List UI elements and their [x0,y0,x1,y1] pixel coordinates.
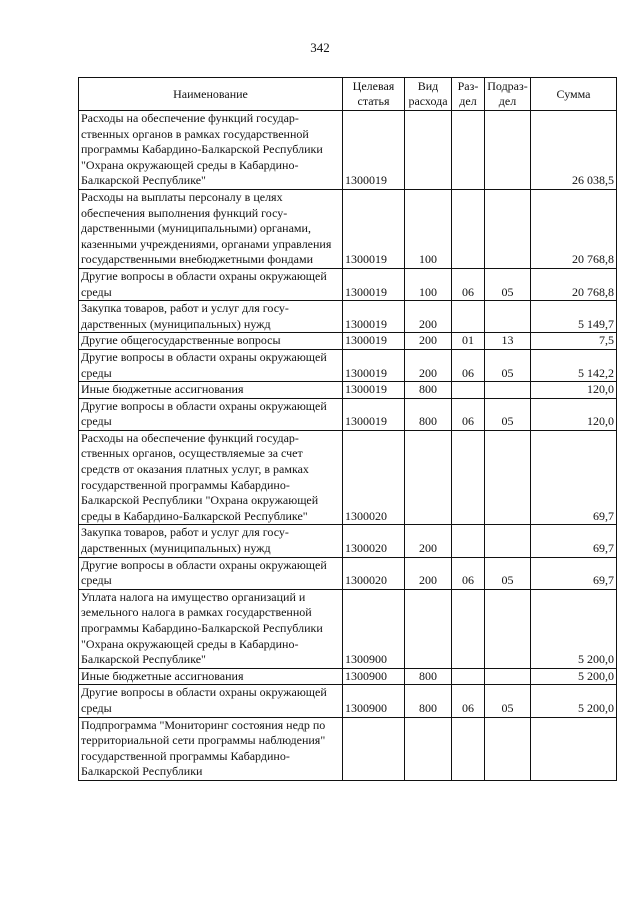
cell-name: Иные бюджетные ассигнования [79,382,343,399]
cell-subsection: 13 [485,333,531,350]
cell-target: 1300019 [343,333,405,350]
table-row [79,430,617,525]
cell-subsection [485,589,531,668]
page-number: 342 [310,40,330,55]
cell-name: Подпрограмма "Мониторинг состояния недр по территориальной сети программы наблюдения" государственной программы Кабардино-Балкарской Республики [79,717,343,780]
header-subsection: Подраз- дел [485,78,531,111]
table-row [79,525,617,557]
header-kind: Вид расхода [405,78,452,111]
cell-subsection [485,111,531,190]
cell-target: 1300020 [343,525,405,557]
cell-kind: 100 [405,189,452,268]
cell-sum: 5 149,7 [531,301,617,333]
cell-kind [405,589,452,668]
cell-kind [405,717,452,780]
table-row [79,557,617,589]
cell-sum: 120,0 [531,398,617,430]
cell-name: Расходы на обеспечение функций государственных органов, осуществляемые за счет средств от оказания платных услуг, в рамках государственной программы Кабардино-Балкарской Республики "Охрана окружающей среды в Кабардино-Балкарской Республике" [79,430,343,525]
cell-section [452,668,485,685]
cell-section [452,430,485,525]
cell-kind: 200 [405,333,452,350]
cell-name: Закупка товаров, работ и услуг для государственных (муниципальных) нужд [79,525,343,557]
cell-subsection: 05 [485,398,531,430]
cell-kind: 800 [405,685,452,717]
cell-subsection [485,301,531,333]
table-row [79,333,617,350]
cell-kind: 800 [405,668,452,685]
cell-section [452,589,485,668]
cell-target: 1300019 [343,189,405,268]
cell-name: Иные бюджетные ассигнования [79,668,343,685]
cell-section: 01 [452,333,485,350]
cell-sum: 69,7 [531,430,617,525]
cell-subsection [485,525,531,557]
cell-kind [405,111,452,190]
cell-section: 06 [452,268,485,300]
cell-target: 1300019 [343,301,405,333]
cell-sum: 5 200,0 [531,668,617,685]
cell-kind: 200 [405,301,452,333]
cell-sum: 7,5 [531,333,617,350]
cell-section: 06 [452,557,485,589]
table-row [79,717,617,780]
cell-subsection [485,382,531,399]
cell-section [452,382,485,399]
header-section: Раз- дел [452,78,485,111]
table-row [79,111,617,190]
cell-subsection [485,668,531,685]
cell-subsection: 05 [485,349,531,381]
table-row [79,349,617,381]
cell-name: Другие общегосударственные вопросы [79,333,343,350]
cell-sum: 120,0 [531,382,617,399]
cell-subsection: 05 [485,557,531,589]
budget-table [78,77,617,781]
cell-sum: 5 142,2 [531,349,617,381]
cell-target: 1300019 [343,111,405,190]
cell-target [343,717,405,780]
table-row [79,268,617,300]
cell-subsection [485,430,531,525]
table-row [79,301,617,333]
header-target: Целевая статья [343,78,405,111]
cell-target: 1300020 [343,430,405,525]
cell-target: 1300900 [343,589,405,668]
cell-subsection: 05 [485,268,531,300]
cell-target: 1300019 [343,349,405,381]
cell-kind: 100 [405,268,452,300]
cell-name: Другие вопросы в области охраны окружающей среды [79,557,343,589]
header-row [79,78,617,111]
cell-target: 1300020 [343,557,405,589]
cell-name: Другие вопросы в области охраны окружающей среды [79,349,343,381]
cell-sum: 5 200,0 [531,589,617,668]
cell-target: 1300019 [343,268,405,300]
cell-name: Другие вопросы в области охраны окружающей среды [79,398,343,430]
cell-sum: 69,7 [531,557,617,589]
header-name: Наименование [79,78,343,111]
cell-target: 1300019 [343,398,405,430]
cell-target: 1300900 [343,685,405,717]
cell-sum: 20 768,8 [531,189,617,268]
cell-sum: 5 200,0 [531,685,617,717]
header-sum: Сумма [531,78,617,111]
cell-sum: 69,7 [531,525,617,557]
cell-sum [531,717,617,780]
cell-subsection [485,189,531,268]
cell-name: Расходы на обеспечение функций государственных органов в рамках государственной программы Кабардино-Балкарской Республики "Охрана окружающей среды в Кабардино-Балкарской Республике" [79,111,343,190]
table-row [79,668,617,685]
cell-sum: 26 038,5 [531,111,617,190]
cell-section [452,111,485,190]
cell-name: Уплата налога на имущество организаций и земельного налога в рамках государственной программы Кабардино-Балкарской Республики "Охрана окружающей среды в Кабардино-Балкарской Республике" [79,589,343,668]
cell-kind: 800 [405,398,452,430]
table-row [79,189,617,268]
cell-section: 06 [452,685,485,717]
cell-name: Расходы на выплаты персоналу в целях обеспечения выполнения функций государственными (муниципальными) органами, казенными учреждениями, органами управления государственными внебюджетными фондами [79,189,343,268]
table-row [79,589,617,668]
cell-section [452,189,485,268]
cell-name: Другие вопросы в области охраны окружающей среды [79,268,343,300]
table-row [79,398,617,430]
cell-kind: 200 [405,557,452,589]
cell-kind: 800 [405,382,452,399]
cell-section [452,525,485,557]
cell-kind: 200 [405,349,452,381]
cell-kind [405,430,452,525]
cell-subsection [485,717,531,780]
cell-kind: 200 [405,525,452,557]
cell-section: 06 [452,398,485,430]
cell-target: 1300900 [343,668,405,685]
cell-section [452,301,485,333]
table-row [79,685,617,717]
cell-name: Закупка товаров, работ и услуг для государственных (муниципальных) нужд [79,301,343,333]
cell-section: 06 [452,349,485,381]
cell-name: Другие вопросы в области охраны окружающей среды [79,685,343,717]
cell-section [452,717,485,780]
table-row [79,382,617,399]
cell-sum: 20 768,8 [531,268,617,300]
cell-subsection: 05 [485,685,531,717]
cell-target: 1300019 [343,382,405,399]
